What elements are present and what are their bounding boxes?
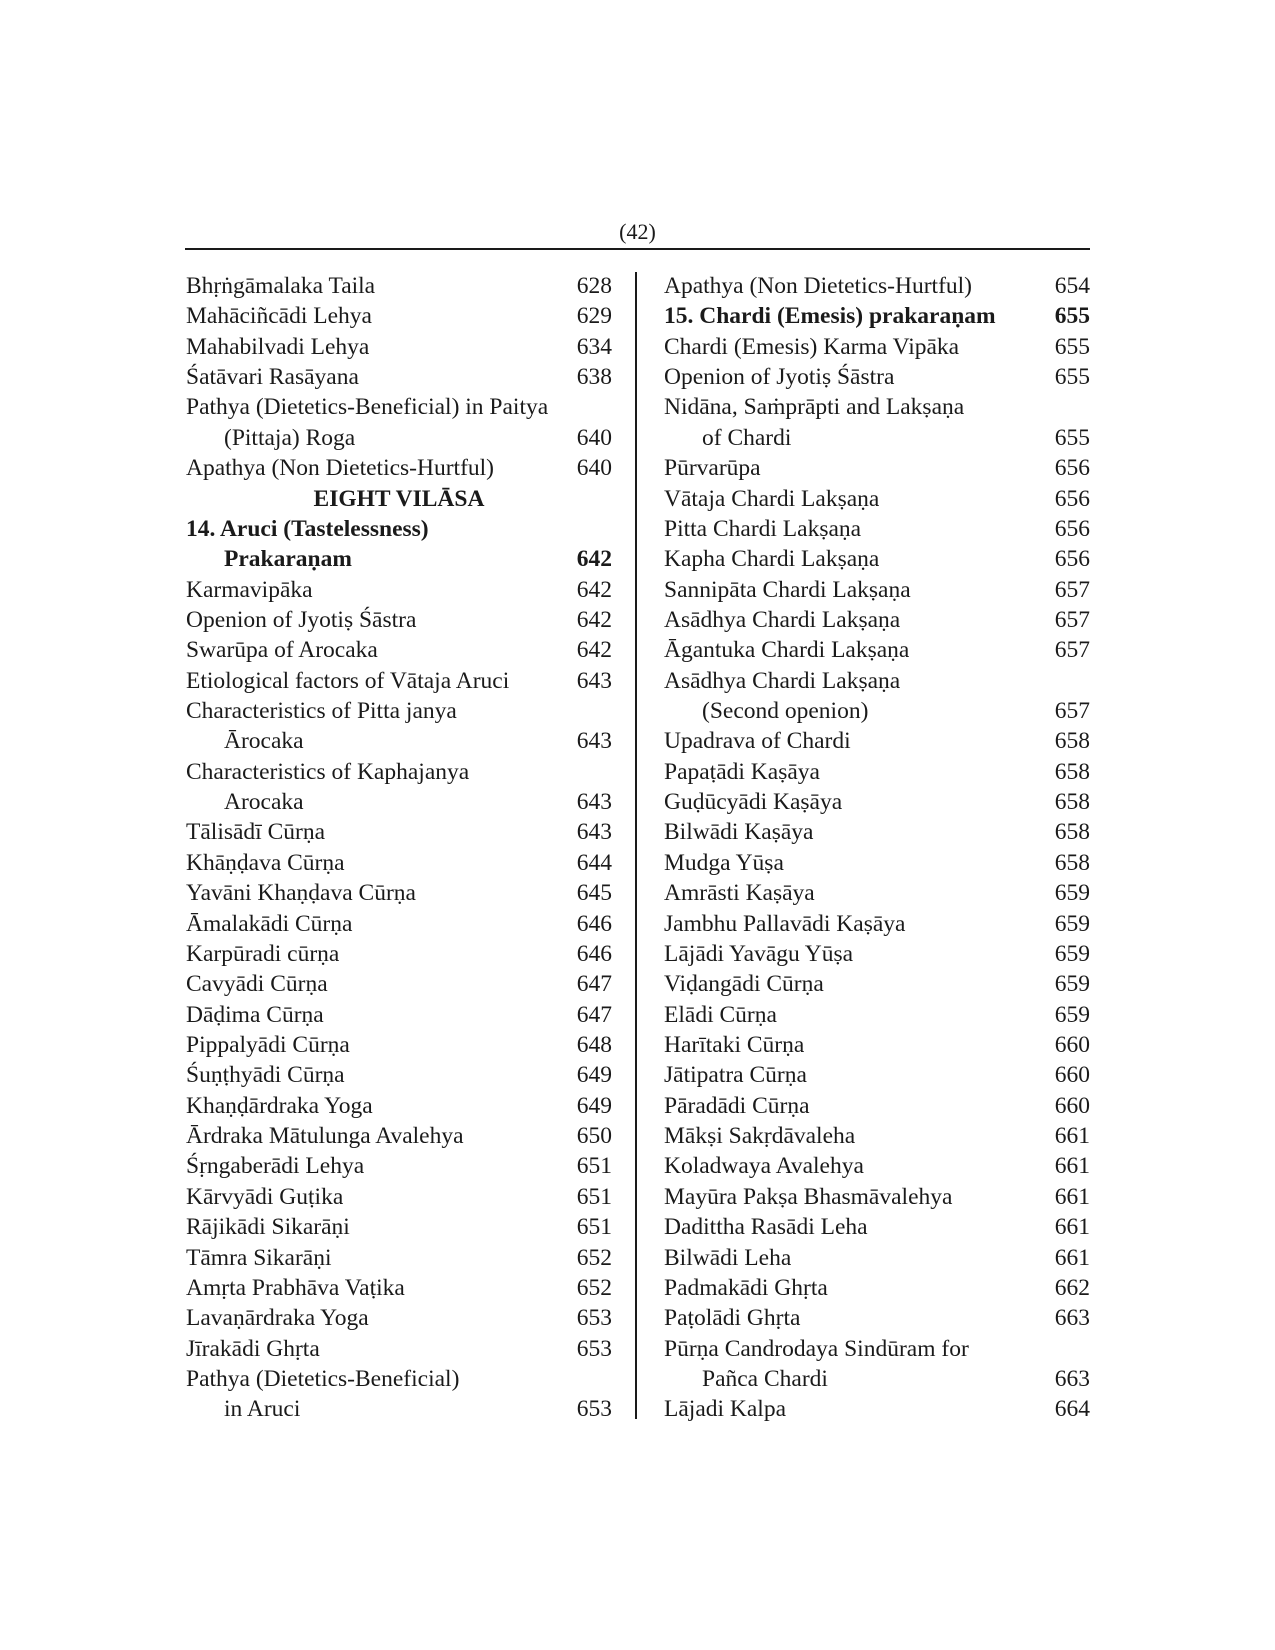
toc-right-column [664, 271, 1090, 1425]
entry-title: Tāmra Sikarāṇi [186, 1244, 332, 1271]
entry-page: 659 [1054, 880, 1090, 907]
toc-entry [186, 605, 612, 635]
toc-entry [186, 301, 612, 331]
entry-title: Upadrava of Chardi [664, 728, 851, 755]
toc-entry [664, 848, 1090, 878]
entry-title: Vātaja Chardi Lakṣaṇa [664, 485, 880, 512]
entry-page: 655 [1054, 303, 1090, 330]
entry-title: Characteristics of Kaphajanya [186, 758, 470, 785]
entry-title: Rājikādi Sikarāṇi [186, 1214, 350, 1241]
section-heading-title: EIGHT VILĀSA [313, 485, 485, 512]
entry-page: 657 [1054, 576, 1090, 603]
toc-entry [186, 817, 612, 847]
toc-entry [664, 1151, 1090, 1181]
entry-page: 658 [1054, 758, 1090, 785]
toc-entry [664, 484, 1090, 514]
toc-entry [186, 1303, 612, 1333]
entry-title: (Pittaja) Roga [224, 424, 356, 451]
entry-page: 655 [1054, 424, 1090, 451]
entry-title: Dadittha Rasādi Leha [664, 1214, 868, 1241]
entry-page: 654 [1054, 273, 1090, 299]
entry-title: Āgantuka Chardi Lakṣaṇa [664, 637, 910, 664]
entry-title: Arocaka [224, 789, 304, 816]
entry-title: Bhṛṅgāmalaka Taila [186, 273, 376, 299]
entry-page: 640 [576, 424, 612, 451]
toc-entry [186, 666, 612, 696]
toc-entry [186, 332, 612, 362]
entry-title: Pathya (Dietetics-Beneficial) in Paitya [186, 394, 549, 421]
toc-entry [186, 1182, 612, 1212]
entry-page: 661 [1054, 1123, 1090, 1150]
entry-title: Swarūpa of Arocaka [186, 637, 378, 664]
entry-page: 656 [1054, 546, 1090, 573]
entry-title: Jātipatra Cūrṇa [664, 1062, 807, 1089]
entry-page: 648 [576, 1031, 612, 1058]
entry-page: 647 [576, 1001, 612, 1028]
entry-title: Asādhya Chardi Lakṣaṇa [664, 667, 901, 694]
entry-page: 655 [1054, 333, 1090, 360]
entry-title: Amṛta Prabhāva Vaṭika [186, 1274, 405, 1301]
entry-title: Āmalakādi Cūrṇa [186, 910, 353, 937]
entry-title: Kārvyādi Guṭika [186, 1183, 344, 1210]
entry-title: Etiological factors of Vātaja Aruci [186, 667, 510, 694]
entry-page: 657 [1054, 637, 1090, 664]
entry-page: 653 [576, 1396, 612, 1423]
entry-page: 638 [576, 364, 612, 391]
entry-page: 643 [576, 819, 612, 846]
entry-page: 645 [576, 880, 612, 907]
toc-entry [186, 696, 612, 726]
toc-entry [664, 605, 1090, 635]
toc-entry [664, 1060, 1090, 1090]
entry-title: Karpūradi cūrṇa [186, 940, 340, 967]
entry-page: 651 [576, 1153, 612, 1180]
entry-page: 663 [1054, 1305, 1090, 1332]
entry-page: 649 [576, 1092, 612, 1119]
toc-entry [664, 362, 1090, 392]
toc-entry [664, 1273, 1090, 1303]
entry-title: in Aruci [224, 1396, 301, 1423]
toc-entry [186, 1273, 612, 1303]
header-rule [185, 248, 1090, 250]
toc-entry [664, 575, 1090, 605]
toc-entry [664, 423, 1090, 453]
entry-title: Yavāni Khaṇḍava Cūrṇa [186, 880, 416, 907]
entry-title: Ārdraka Mātulunga Avalehya [186, 1123, 464, 1150]
entry-title: Asādhya Chardi Lakṣaṇa [664, 606, 901, 633]
entry-page: 649 [576, 1062, 612, 1089]
toc-entry [186, 453, 612, 483]
entry-page: 634 [576, 333, 612, 360]
toc-entry [186, 757, 612, 787]
toc-entry [664, 787, 1090, 817]
column-divider [635, 272, 637, 1419]
entry-page: 643 [576, 789, 612, 816]
toc-entry [664, 1030, 1090, 1060]
entry-page: 652 [576, 1274, 612, 1301]
entry-title: Paṭolādi Ghṛta [664, 1305, 801, 1332]
entry-page: 656 [1054, 485, 1090, 512]
entry-page: 650 [576, 1123, 612, 1150]
toc-entry [664, 757, 1090, 787]
entry-title: Lavaṇārdraka Yoga [186, 1305, 369, 1332]
toc-entry [664, 1182, 1090, 1212]
entry-title: Kapha Chardi Lakṣaṇa [664, 546, 880, 573]
toc-entry [664, 1212, 1090, 1242]
entry-page: 657 [1054, 606, 1090, 633]
toc-entry [186, 423, 612, 453]
entry-title: Sannipāta Chardi Lakṣaṇa [664, 576, 911, 603]
entry-title: Openion of Jyotiṣ Śāstra [186, 606, 417, 633]
entry-page: 659 [1054, 940, 1090, 967]
entry-page: 653 [576, 1335, 612, 1362]
entry-title: Dāḍima Cūrṇa [186, 1001, 324, 1028]
chapter-heading [186, 514, 612, 544]
entry-title: 15. Chardi (Emesis) prakaraṇam [664, 303, 996, 330]
entry-page: 651 [576, 1214, 612, 1241]
entry-title: Characteristics of Pitta janya [186, 698, 457, 725]
entry-title: Mahāciñcādi Lehya [186, 303, 372, 330]
entry-title: Khaṇḍārdraka Yoga [186, 1092, 373, 1119]
entry-page: 659 [1054, 971, 1090, 998]
entry-page: 661 [1054, 1244, 1090, 1271]
toc-entry [186, 392, 612, 422]
toc-entry [664, 332, 1090, 362]
chapter-heading [664, 301, 1090, 331]
toc-entry [186, 1000, 612, 1030]
entry-page: 629 [576, 303, 612, 330]
toc-entry [186, 1394, 612, 1424]
toc-entry [664, 909, 1090, 939]
toc-entry [664, 1364, 1090, 1394]
toc-entry [186, 1060, 612, 1090]
toc-entry [186, 1030, 612, 1060]
entry-title: Mahabilvadi Lehya [186, 333, 370, 360]
entry-title: Tālisādī Cūrṇa [186, 819, 326, 846]
entry-title: Jambhu Pallavādi Kaṣāya [664, 910, 906, 937]
toc-entry [664, 514, 1090, 544]
entry-page: 659 [1054, 910, 1090, 937]
entry-title: of Chardi [702, 424, 792, 451]
entry-title: Śuṇṭhyādi Cūrṇa [186, 1062, 345, 1089]
toc-entry [186, 1334, 612, 1364]
entry-title: Pathya (Dietetics-Beneficial) [186, 1365, 460, 1392]
toc-entry [186, 1243, 612, 1273]
entry-title: Pāradādi Cūrṇa [664, 1092, 810, 1119]
section-heading [186, 484, 612, 514]
entry-title: Ārocaka [224, 728, 304, 755]
entry-title: Guḍūcyādi Kaṣāya [664, 789, 843, 816]
entry-page: 657 [1054, 698, 1090, 725]
toc-left-column [186, 271, 612, 1425]
entry-title: Viḍangādi Cūrṇa [664, 971, 824, 998]
entry-page: 660 [1054, 1031, 1090, 1058]
toc-entry [186, 939, 612, 969]
toc-entry [186, 362, 612, 392]
entry-title: Pitta Chardi Lakṣaṇa [664, 515, 862, 542]
toc-entry [664, 544, 1090, 574]
entry-title: Harītaki Cūrṇa [664, 1031, 805, 1058]
toc-entry [186, 1151, 612, 1181]
toc-entry [186, 848, 612, 878]
entry-page: 643 [576, 728, 612, 755]
toc-entry [186, 575, 612, 605]
entry-title: Elādi Cūrṇa [664, 1001, 777, 1028]
toc-entry [664, 878, 1090, 908]
toc-entry [664, 1303, 1090, 1333]
entry-title: 14. Aruci (Tastelessness) [186, 515, 429, 542]
entry-page: 661 [1054, 1153, 1090, 1180]
entry-title: Śatāvari Rasāyana [186, 364, 359, 391]
entry-title: Padmakādi Ghṛta [664, 1274, 828, 1301]
toc-entry [186, 787, 612, 817]
entry-title: Amrāsti Kaṣāya [664, 880, 815, 907]
entry-page: 651 [576, 1183, 612, 1210]
entry-page: 658 [1054, 819, 1090, 846]
entry-page: 662 [1054, 1274, 1090, 1301]
toc-entry [186, 1212, 612, 1242]
entry-title: Mākṣi Sakṛdāvaleha [664, 1123, 856, 1150]
entry-title: Khāṇḍava Cūrṇa [186, 849, 345, 876]
entry-title: Śṛngaberādi Lehya [186, 1153, 365, 1180]
toc-entry [664, 939, 1090, 969]
toc-entry [664, 1091, 1090, 1121]
toc-entry [186, 1121, 612, 1151]
entry-page: 642 [576, 637, 612, 664]
entry-page: 661 [1054, 1183, 1090, 1210]
entry-page: 663 [1054, 1365, 1090, 1392]
entry-page: 643 [576, 667, 612, 694]
entry-title: Pañca Chardi [702, 1365, 828, 1392]
entry-page: 656 [1054, 515, 1090, 542]
entry-page: 655 [1054, 364, 1090, 391]
entry-title: Lājādi Yavāgu Yūṣa [664, 940, 854, 967]
entry-title: Pūrṇa Candrodaya Sindūram for [664, 1335, 969, 1362]
chapter-heading [186, 544, 612, 574]
toc-entry [664, 969, 1090, 999]
entry-page: 642 [576, 606, 612, 633]
entry-title: Pippalyādi Cūrṇa [186, 1031, 350, 1058]
entry-page: 658 [1054, 849, 1090, 876]
toc-entry [664, 1121, 1090, 1151]
entry-page: 646 [576, 910, 612, 937]
entry-title: Prakaraṇam [224, 546, 352, 573]
toc-entry [186, 726, 612, 756]
entry-page: 660 [1054, 1092, 1090, 1119]
toc-entry [664, 635, 1090, 665]
entry-title: Nidāna, Saṁprāpti and Lakṣaṇa [664, 394, 965, 421]
entry-title: Bilwādi Leha [664, 1244, 792, 1271]
entry-page: 658 [1054, 728, 1090, 755]
entry-title: Papaṭādi Kaṣāya [664, 758, 820, 785]
toc-entry [664, 696, 1090, 726]
toc-entry [186, 878, 612, 908]
entry-title: Cavyādi Cūrṇa [186, 971, 328, 998]
entry-page: 661 [1054, 1214, 1090, 1241]
entry-title: Apathya (Non Dietetics-Hurtful) [664, 273, 973, 299]
entry-title: Lājadi Kalpa [664, 1396, 787, 1423]
entry-title: Mayūra Pakṣa Bhasmāvalehya [664, 1183, 953, 1210]
toc-entry [664, 392, 1090, 422]
page-number: (42) [619, 219, 656, 244]
entry-title: Mudga Yūṣa [664, 849, 784, 876]
entry-title: (Second openion) [702, 698, 869, 725]
toc-entry [664, 726, 1090, 756]
entry-title: Jīrakādi Ghṛta [186, 1335, 320, 1362]
entry-page: 664 [1054, 1396, 1090, 1423]
entry-page: 640 [576, 455, 612, 482]
toc-entry [186, 271, 612, 301]
entry-page: 644 [576, 849, 612, 876]
entry-page: 656 [1054, 455, 1090, 482]
entry-page: 647 [576, 971, 612, 998]
entry-title: Pūrvarūpa [664, 455, 761, 482]
entry-title: Openion of Jyotiṣ Śāstra [664, 364, 895, 391]
entry-page: 658 [1054, 789, 1090, 816]
entry-page: 628 [576, 273, 612, 299]
entry-page: 642 [576, 546, 612, 573]
toc-entry [186, 909, 612, 939]
toc-entry [664, 1243, 1090, 1273]
entry-page: 646 [576, 940, 612, 967]
toc-entry [186, 1364, 612, 1394]
entry-title: Apathya (Non Dietetics-Hurtful) [186, 455, 495, 482]
toc-entry [664, 453, 1090, 483]
entry-page: 660 [1054, 1062, 1090, 1089]
entry-title: Koladwaya Avalehya [664, 1153, 864, 1180]
entry-title: Karmavipāka [186, 576, 313, 603]
entry-title: Chardi (Emesis) Karma Vipāka [664, 333, 960, 360]
toc-entry [664, 666, 1090, 696]
entry-page: 653 [576, 1305, 612, 1332]
toc-entry [664, 817, 1090, 847]
toc-entry [664, 1334, 1090, 1364]
toc-entry [186, 1091, 612, 1121]
entry-page: 652 [576, 1244, 612, 1271]
toc-entry [664, 1394, 1090, 1424]
toc-entry [664, 271, 1090, 301]
entry-title: Bilwādi Kaṣāya [664, 819, 814, 846]
toc-entry [186, 969, 612, 999]
toc-entry [186, 635, 612, 665]
toc-entry [664, 1000, 1090, 1030]
entry-page: 659 [1054, 1001, 1090, 1028]
entry-page: 642 [576, 576, 612, 603]
